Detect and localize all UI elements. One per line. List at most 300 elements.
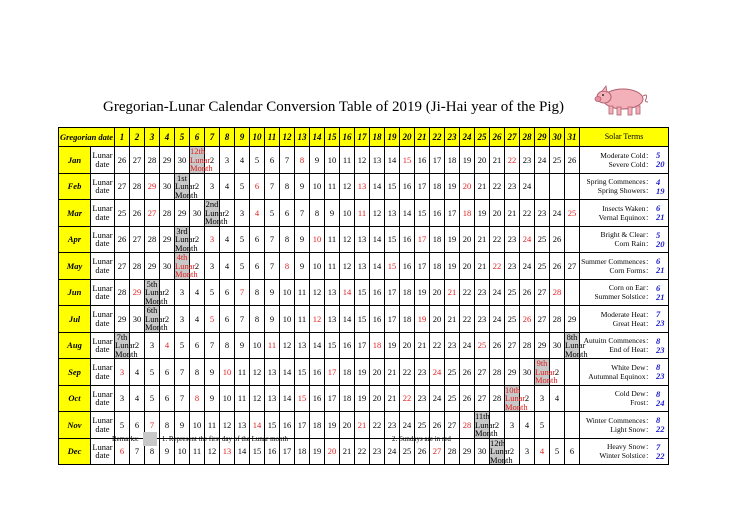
solar-term-name: Spring Commences： (586, 177, 653, 186)
lunar-day-cell: 10 (190, 412, 205, 439)
lunar-day-cell: 23 (445, 332, 460, 359)
lunar-day-cell: 24 (520, 253, 535, 280)
lunar-day-cell: 28 (130, 173, 145, 200)
lunar-day-cell: 17 (355, 332, 370, 359)
lunar-day-cell: 9 (175, 412, 190, 439)
lunar-day-cell: 6 (115, 438, 130, 465)
solar-term-name: Great Heat： (612, 318, 653, 328)
lunar-day-cell: 26 (460, 385, 475, 412)
lunar-day-cell: 30 (175, 147, 190, 174)
lunar-day-cell: 25 (415, 412, 430, 439)
lunar-day-cell: 17 (445, 200, 460, 227)
lunar-day-cell: 24 (520, 173, 535, 200)
pig-icon (592, 83, 652, 119)
lunar-day-cell: 27 (475, 359, 490, 386)
lunar-day-cell: 3 (175, 279, 190, 306)
lunar-day-cell: 16 (400, 173, 415, 200)
header-row (59, 128, 669, 147)
month-name: Sep (59, 359, 91, 386)
solar-term-day: 20 (656, 238, 665, 249)
lunar-day-cell: 13 (385, 200, 400, 227)
day-header: 22 (430, 128, 445, 147)
solar-terms-cell (580, 253, 669, 280)
lunar-day-cell: 4 (190, 279, 205, 306)
lunar-date-label: Lunar date (91, 306, 115, 333)
month-row (59, 332, 669, 359)
lunar-day-cell: 27 (535, 279, 550, 306)
lunar-month-start-cell: 12th Lunar Month (490, 437, 513, 465)
lunar-day-cell: 19 (445, 253, 460, 280)
lunar-day-cell: 11 (265, 332, 280, 359)
lunar-day-cell: 22 (430, 332, 445, 359)
lunar-day-cell: 28 (550, 306, 565, 333)
solar-terms-cell (580, 279, 669, 306)
lunar-day-cell: 18 (430, 253, 445, 280)
lunar-day-cell: 26 (490, 332, 505, 359)
lunar-day-cell: 27 (430, 438, 445, 465)
lunar-day-cell: 13 (265, 385, 280, 412)
lunar-day-cell: 6 (130, 412, 145, 439)
solar-term (580, 451, 668, 460)
lunar-day-cell: 18 (295, 438, 310, 465)
solar-term (580, 257, 668, 266)
lunar-day-cell: 10 (280, 279, 295, 306)
lunar-day-cell: 18 (400, 279, 415, 306)
lunar-day-cell: 8 (145, 438, 160, 465)
lunar-day-cell: 4 (220, 173, 235, 200)
lunar-day-cell: 22 (490, 173, 505, 200)
lunar-day-cell: 5 (205, 306, 220, 333)
month-name: Jan (59, 147, 91, 174)
solar-terms-cell (580, 173, 669, 200)
lunar-day-cell: 24 (490, 306, 505, 333)
lunar-day-cell: 6 (280, 200, 295, 227)
lunar-day-cell: 3 (205, 173, 220, 200)
lunar-day-cell: 12 (310, 306, 325, 333)
lunar-day-cell: 3 (115, 359, 130, 386)
lunar-day-cell: 11 (325, 253, 340, 280)
lunar-day-cell: 11 (355, 200, 370, 227)
lunar-day-cell: 25 (505, 279, 520, 306)
lunar-day-cell: 19 (475, 200, 490, 227)
lunar-day-cell: 23 (370, 438, 385, 465)
remarks-note-sundays: 2. Sundays are in red (392, 435, 451, 443)
lunar-day-cell: 6 (190, 332, 205, 359)
lunar-day-cell: 16 (280, 412, 295, 439)
lunar-day-cell: 3 (520, 438, 535, 465)
lunar-day-cell: 27 (505, 332, 520, 359)
lunar-day-cell: 18 (460, 200, 475, 227)
lunar-day-cell: 25 (400, 438, 415, 465)
lunar-day-cell: 23 (520, 147, 535, 174)
lunar-day-cell: 4 (160, 332, 175, 359)
lunar-day-cell: 18 (430, 173, 445, 200)
empty-cell (550, 173, 565, 200)
lunar-day-cell: 5 (535, 412, 550, 439)
empty-cell (565, 359, 580, 386)
lunar-day-cell: 13 (265, 359, 280, 386)
lunar-day-cell: 14 (235, 438, 250, 465)
day-header: 6 (190, 128, 205, 147)
lunar-day-cell: 2 (490, 412, 505, 439)
lunar-day-cell: 23 (505, 226, 520, 253)
lunar-date-label: Lunar date (91, 332, 115, 359)
lunar-day-cell: 2 (550, 359, 565, 386)
month-name: Mar (59, 200, 91, 227)
lunar-day-cell: 8 (280, 226, 295, 253)
lunar-date-label: Lunar date (91, 147, 115, 174)
solar-term (580, 213, 668, 222)
lunar-day-cell: 10 (340, 200, 355, 227)
lunar-day-cell: 17 (385, 306, 400, 333)
lunar-day-cell: 13 (355, 253, 370, 280)
lunar-day-cell: 4 (130, 359, 145, 386)
lunar-day-cell: 27 (445, 412, 460, 439)
lunar-day-cell: 23 (415, 359, 430, 386)
lunar-day-cell: 8 (190, 385, 205, 412)
lunar-day-cell: 20 (370, 359, 385, 386)
solar-terms-cell (580, 412, 669, 439)
lunar-day-cell: 7 (280, 147, 295, 174)
lunar-day-cell: 2 (190, 173, 205, 200)
lunar-day-cell: 13 (355, 173, 370, 200)
lunar-day-cell: 5 (235, 226, 250, 253)
lunar-day-cell: 18 (340, 385, 355, 412)
solar-term-name: Bright & Clear： (600, 230, 653, 239)
lunar-day-cell: 4 (535, 438, 550, 465)
solar-term (580, 425, 668, 434)
lunar-day-cell: 27 (130, 226, 145, 253)
lunar-day-cell: 4 (550, 385, 565, 412)
solar-term (580, 345, 668, 354)
lunar-day-cell: 20 (460, 173, 475, 200)
empty-cell (550, 412, 565, 439)
lunar-day-cell: 14 (400, 200, 415, 227)
lunar-day-cell: 15 (250, 438, 265, 465)
lunar-day-cell: 9 (325, 200, 340, 227)
day-header: 13 (295, 128, 310, 147)
solar-term-name: Moderate Heat： (600, 309, 653, 319)
lunar-day-cell: 23 (505, 253, 520, 280)
lunar-day-cell: 16 (400, 253, 415, 280)
solar-term-day: 8 (656, 415, 661, 425)
lunar-day-cell: 11 (190, 438, 205, 465)
lunar-day-cell: 10 (325, 147, 340, 174)
lunar-day-cell: 7 (265, 253, 280, 280)
solar-term-day: 7 (656, 441, 661, 452)
lunar-day-cell: 9 (295, 226, 310, 253)
lunar-day-cell: 26 (565, 147, 580, 174)
solar-term-name: Cold Dew： (614, 389, 653, 398)
lunar-day-cell: 13 (295, 332, 310, 359)
lunar-day-cell: 17 (430, 147, 445, 174)
lunar-day-cell: 5 (250, 147, 265, 174)
solar-terms-cell (580, 147, 669, 174)
lunar-day-cell: 15 (385, 226, 400, 253)
lunar-day-cell: 29 (160, 147, 175, 174)
lunar-day-cell: 4 (235, 147, 250, 174)
lunar-month-start-cell: 9th Lunar Month (535, 358, 558, 385)
lunar-day-cell: 15 (265, 412, 280, 439)
lunar-month-start-cell: 1st Lunar Month (175, 172, 198, 200)
month-name: Oct (59, 385, 91, 412)
month-name: Aug (59, 332, 91, 359)
lunar-day-cell: 29 (535, 332, 550, 359)
lunar-day-cell: 28 (145, 226, 160, 253)
lunar-month-start-cell: 6th Lunar Month (145, 305, 168, 332)
lunar-day-cell: 4 (190, 306, 205, 333)
lunar-day-cell: 24 (385, 438, 400, 465)
solar-term-day: 23 (656, 344, 665, 355)
lunar-month-start-cell: 4th Lunar Month (175, 252, 198, 279)
lunar-day-cell: 15 (355, 306, 370, 333)
page-title: Gregorian-Lunar Calendar Conversion Table of 2019 (Ji-Hai year of the Pig) (103, 99, 565, 115)
day-header: 5 (175, 128, 190, 147)
solar-term-name: Summer Commences： (581, 256, 653, 266)
lunar-day-cell: 6 (220, 306, 235, 333)
lunar-day-cell: 19 (445, 226, 460, 253)
day-header: 8 (220, 128, 235, 147)
lunar-day-cell: 14 (340, 279, 355, 306)
lunar-day-cell: 5 (265, 200, 280, 227)
lunar-day-cell: 20 (370, 385, 385, 412)
month-row (59, 306, 669, 333)
lunar-day-cell: 6 (565, 438, 580, 465)
lunar-day-cell: 14 (370, 173, 385, 200)
lunar-day-cell: 15 (385, 173, 400, 200)
lunar-day-cell: 20 (430, 306, 445, 333)
lunar-day-cell: 23 (385, 412, 400, 439)
lunar-day-cell: 25 (475, 332, 490, 359)
lunar-day-cell: 21 (445, 306, 460, 333)
month-row (59, 173, 669, 200)
month-row (59, 200, 669, 227)
empty-cell (565, 385, 580, 412)
lunar-day-cell: 22 (505, 147, 520, 174)
lunar-day-cell: 2 (190, 226, 205, 253)
month-name: Apr (59, 226, 91, 253)
solar-terms-cell (580, 359, 669, 386)
lunar-day-cell: 11 (340, 147, 355, 174)
lunar-day-cell: 26 (115, 226, 130, 253)
solar-term (580, 372, 668, 381)
lunar-day-cell: 3 (205, 226, 220, 253)
lunar-day-cell: 27 (115, 173, 130, 200)
lunar-day-cell: 23 (535, 200, 550, 227)
lunar-day-cell: 12 (280, 332, 295, 359)
lunar-day-cell: 11 (235, 359, 250, 386)
lunar-day-cell: 9 (205, 359, 220, 386)
lunar-day-cell: 14 (385, 147, 400, 174)
lunar-day-cell: 13 (325, 279, 340, 306)
lunar-day-cell: 18 (310, 412, 325, 439)
lunar-day-cell: 5 (235, 173, 250, 200)
solar-term-name: Frost： (630, 398, 653, 407)
lunar-day-cell: 13 (355, 226, 370, 253)
lunar-day-cell: 27 (475, 385, 490, 412)
lunar-date-label: Lunar date (91, 438, 115, 465)
lunar-day-cell: 10 (310, 226, 325, 253)
solar-terms-cell (580, 226, 669, 253)
lunar-day-cell: 14 (280, 359, 295, 386)
lunar-day-cell: 19 (325, 412, 340, 439)
calendar-table (58, 127, 669, 465)
solar-term (580, 177, 668, 186)
lunar-day-cell: 8 (250, 306, 265, 333)
day-header: 19 (385, 128, 400, 147)
lunar-day-cell: 19 (385, 332, 400, 359)
lunar-day-cell: 29 (145, 253, 160, 280)
lunar-day-cell: 24 (550, 200, 565, 227)
lunar-day-cell: 5 (550, 438, 565, 465)
calendar-body (59, 147, 669, 465)
lunar-day-cell: 18 (445, 147, 460, 174)
lunar-day-cell: 21 (355, 412, 370, 439)
lunar-date-label: Lunar date (91, 173, 115, 200)
lunar-day-cell: 3 (175, 306, 190, 333)
lunar-day-cell: 29 (565, 306, 580, 333)
solar-term (580, 389, 668, 398)
lunar-day-cell: 9 (265, 279, 280, 306)
lunar-day-cell: 21 (490, 147, 505, 174)
lunar-day-cell: 6 (160, 385, 175, 412)
lunar-day-cell: 3 (145, 332, 160, 359)
lunar-day-cell: 18 (400, 306, 415, 333)
lunar-day-cell: 13 (220, 438, 235, 465)
solar-term-day: 23 (656, 318, 665, 328)
lunar-day-cell: 14 (250, 412, 265, 439)
lunar-day-cell: 5 (175, 332, 190, 359)
solar-term (580, 398, 668, 407)
lunar-day-cell: 29 (115, 306, 130, 333)
lunar-day-cell: 25 (445, 385, 460, 412)
lunar-day-cell: 15 (325, 332, 340, 359)
lunar-day-cell: 29 (460, 438, 475, 465)
lunar-day-cell: 7 (265, 173, 280, 200)
lunar-date-label: Lunar date (91, 359, 115, 386)
lunar-day-cell: 25 (115, 200, 130, 227)
day-header: 29 (535, 128, 550, 147)
lunar-day-cell: 16 (340, 332, 355, 359)
lunar-day-cell: 8 (280, 173, 295, 200)
lunar-day-cell: 17 (295, 412, 310, 439)
lunar-day-cell: 12 (355, 147, 370, 174)
lunar-day-cell: 26 (130, 200, 145, 227)
lunar-day-cell: 17 (415, 253, 430, 280)
lunar-day-cell: 6 (250, 173, 265, 200)
day-header: 20 (400, 128, 415, 147)
lunar-day-cell: 8 (250, 279, 265, 306)
lunar-month-start-cell: 5th Lunar Month (145, 278, 168, 306)
lunar-day-cell: 30 (190, 200, 205, 227)
empty-cell (535, 173, 550, 200)
lunar-day-cell: 24 (430, 359, 445, 386)
empty-cell (565, 226, 580, 253)
lunar-day-cell: 7 (235, 279, 250, 306)
lunar-day-cell: 4 (250, 200, 265, 227)
lunar-day-cell: 21 (475, 253, 490, 280)
day-header: 28 (520, 128, 535, 147)
solar-term-day: 6 (656, 203, 661, 213)
lunar-day-cell: 22 (370, 412, 385, 439)
solar-term-name: Heavy Snow： (606, 442, 653, 451)
solar-term-day: 20 (656, 159, 665, 169)
solar-term-day: 8 (656, 388, 661, 399)
lunar-day-cell: 25 (565, 200, 580, 227)
lunar-day-cell: 7 (130, 438, 145, 465)
solar-term-name: Spring Showers： (597, 186, 653, 195)
lunar-day-cell: 12 (250, 359, 265, 386)
lunar-day-cell: 3 (505, 412, 520, 439)
lunar-day-cell: 4 (220, 253, 235, 280)
lunar-day-cell: 18 (370, 332, 385, 359)
lunar-date-label: Lunar date (91, 279, 115, 306)
lunar-day-cell: 17 (385, 279, 400, 306)
lunar-day-cell: 6 (160, 359, 175, 386)
lunar-day-cell: 10 (310, 253, 325, 280)
solar-term (580, 204, 668, 213)
solar-term-day: 5 (656, 150, 661, 160)
lunar-day-cell: 28 (145, 147, 160, 174)
lunar-day-cell: 16 (400, 226, 415, 253)
lunar-day-cell: 28 (460, 412, 475, 439)
lunar-day-cell: 20 (475, 147, 490, 174)
lunar-day-cell: 23 (415, 385, 430, 412)
lunar-day-cell: 19 (460, 147, 475, 174)
lunar-day-cell: 18 (340, 359, 355, 386)
lunar-day-cell: 29 (145, 173, 160, 200)
solar-term-name: White Dew： (611, 362, 653, 372)
lunar-day-cell: 29 (160, 226, 175, 253)
lunar-day-cell: 6 (250, 253, 265, 280)
day-header: 11 (265, 128, 280, 147)
lunar-day-cell: 24 (400, 412, 415, 439)
lunar-day-cell: 17 (415, 226, 430, 253)
lunar-day-cell: 12 (340, 173, 355, 200)
solar-term-day: 8 (656, 362, 661, 372)
lunar-day-cell: 15 (400, 147, 415, 174)
solar-term-name: Winter Commences： (586, 415, 653, 425)
day-header: 4 (160, 128, 175, 147)
lunar-day-cell: 30 (550, 332, 565, 359)
lunar-day-cell: 3 (535, 385, 550, 412)
solar-term-name: Summer Solstice： (594, 292, 653, 301)
lunar-day-cell: 10 (220, 385, 235, 412)
lunar-day-cell: 27 (130, 147, 145, 174)
lunar-day-cell: 5 (115, 412, 130, 439)
empty-cell (565, 412, 580, 439)
month-row (59, 226, 669, 253)
lunar-day-cell: 26 (550, 253, 565, 280)
lunar-day-cell: 16 (265, 438, 280, 465)
lunar-day-cell: 5 (235, 253, 250, 280)
day-header: 12 (280, 128, 295, 147)
lunar-day-cell: 28 (490, 359, 505, 386)
lunar-day-cell: 24 (490, 279, 505, 306)
lunar-day-cell: 16 (370, 279, 385, 306)
empty-cell (565, 279, 580, 306)
lunar-date-label: Lunar date (91, 253, 115, 280)
lunar-month-start-cell: 2nd Lunar Month (205, 199, 228, 226)
lunar-day-cell: 5 (145, 385, 160, 412)
lunar-day-cell: 25 (445, 359, 460, 386)
lunar-day-cell: 21 (385, 359, 400, 386)
lunar-day-cell: 16 (310, 385, 325, 412)
lunar-day-cell: 9 (235, 332, 250, 359)
lunar-day-cell: 22 (490, 253, 505, 280)
lunar-day-cell: 7 (235, 306, 250, 333)
day-header: 10 (250, 128, 265, 147)
